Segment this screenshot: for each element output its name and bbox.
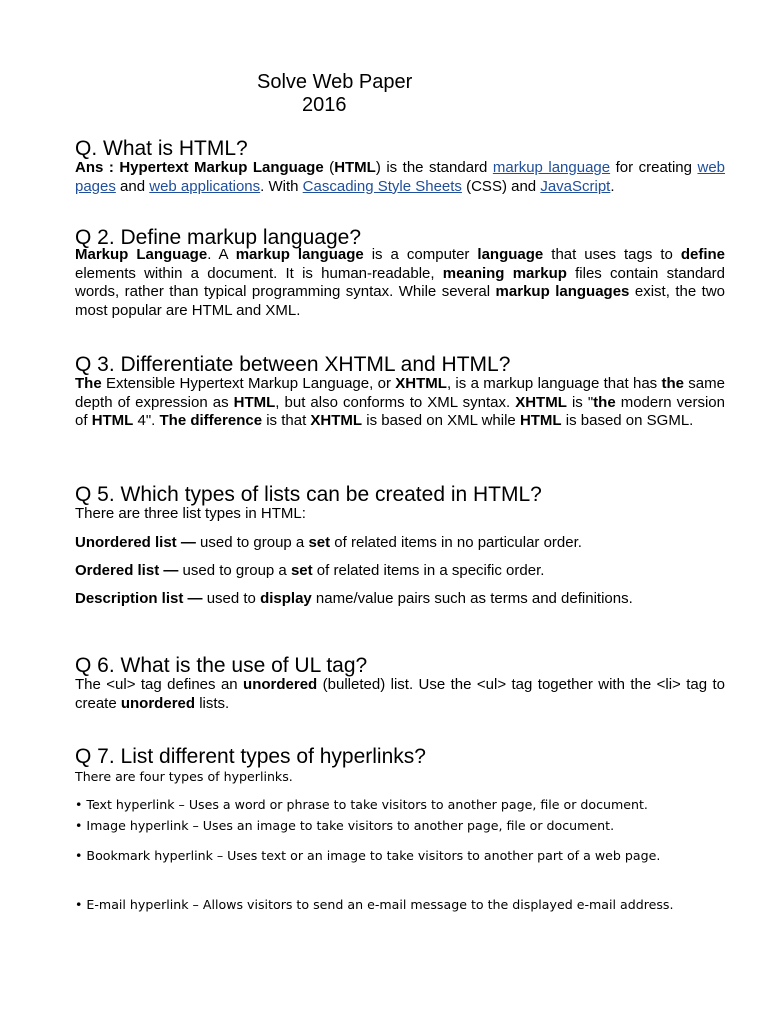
question-6-heading: Q 6. What is the use of UL tag? xyxy=(75,654,368,677)
question-3-heading: Q 3. Differentiate between XHTML and HTML? xyxy=(75,353,511,376)
list-item: • Image hyperlink – Uses an image to take visitors to another page, file or document. xyxy=(75,818,615,833)
link-web-pages[interactable]: web pages xyxy=(75,159,726,195)
ans-label: Ans : xyxy=(75,159,114,176)
answer-1: Ans : Hypertext Markup Language (HTML) is the standard markup language for creating web pages and web applications. With Cascading Style Sheets (CSS) and JavaScript. xyxy=(75,159,726,195)
link-cascading-style-sheets[interactable]: Cascading Style Sheets xyxy=(302,177,462,195)
term: Hypertext Markup Language xyxy=(119,159,324,176)
answer-2: Markup Language. A markup language is a computer language that uses tags to define elements within a document. It is human-readable, meaning markup files contain standard words, rather than typical programming syntax. While several markup languages exist, the two most popular are HTML and XML. xyxy=(75,246,726,319)
hyperlinks-intro: There are four types of hyperlinks. xyxy=(75,769,293,784)
question-7-heading: Q 7. List different types of hyperlinks? xyxy=(75,745,426,768)
answer-3: The Extensible Hypertext Markup Language, or XHTML, is a markup language that has the same depth of expression as HTML, but also conforms to XML syntax. XHTML is "the modern version of HTML 4". The difference is that XHTML is based on XML while HTML is based on SGML. xyxy=(75,375,725,429)
question-2-heading: Q 2. Define markup language? xyxy=(75,226,362,249)
ordered-list-def: Ordered list — used to group a set of related items in a specific order. xyxy=(75,562,545,579)
document-title-line1: Solve Web Paper xyxy=(257,71,413,93)
lists-intro: There are three list types in HTML: xyxy=(75,505,306,522)
list-item: • Text hyperlink – Uses a word or phrase to take visitors to another page, file or document. xyxy=(75,797,648,812)
description-list-def: Description list — used to display name/value pairs such as terms and definitions. xyxy=(75,590,633,607)
document-title-line2: 2016 xyxy=(302,94,347,116)
answer-6: The <ul> tag defines an unordered (bulleted) list. Use the <ul> tag together with the <li> tag to create unordered lists. xyxy=(75,676,725,712)
link-markup-language[interactable]: markup language xyxy=(492,159,611,176)
list-item: • Bookmark hyperlink – Uses text or an image to take visitors to another part of a web page. xyxy=(75,848,661,863)
question-1-heading: Q. What is HTML? xyxy=(75,137,248,160)
unordered-list-def: Unordered list — used to group a set of related items in no particular order. xyxy=(75,534,582,551)
list-item: • E-mail hyperlink – Allows visitors to send an e-mail message to the displayed e-mail address. xyxy=(75,897,674,912)
link-web-applications[interactable]: web applications xyxy=(149,177,261,195)
link-javascript[interactable]: JavaScript xyxy=(540,177,611,195)
question-5-heading: Q 5. Which types of lists can be created in HTML? xyxy=(75,483,542,506)
